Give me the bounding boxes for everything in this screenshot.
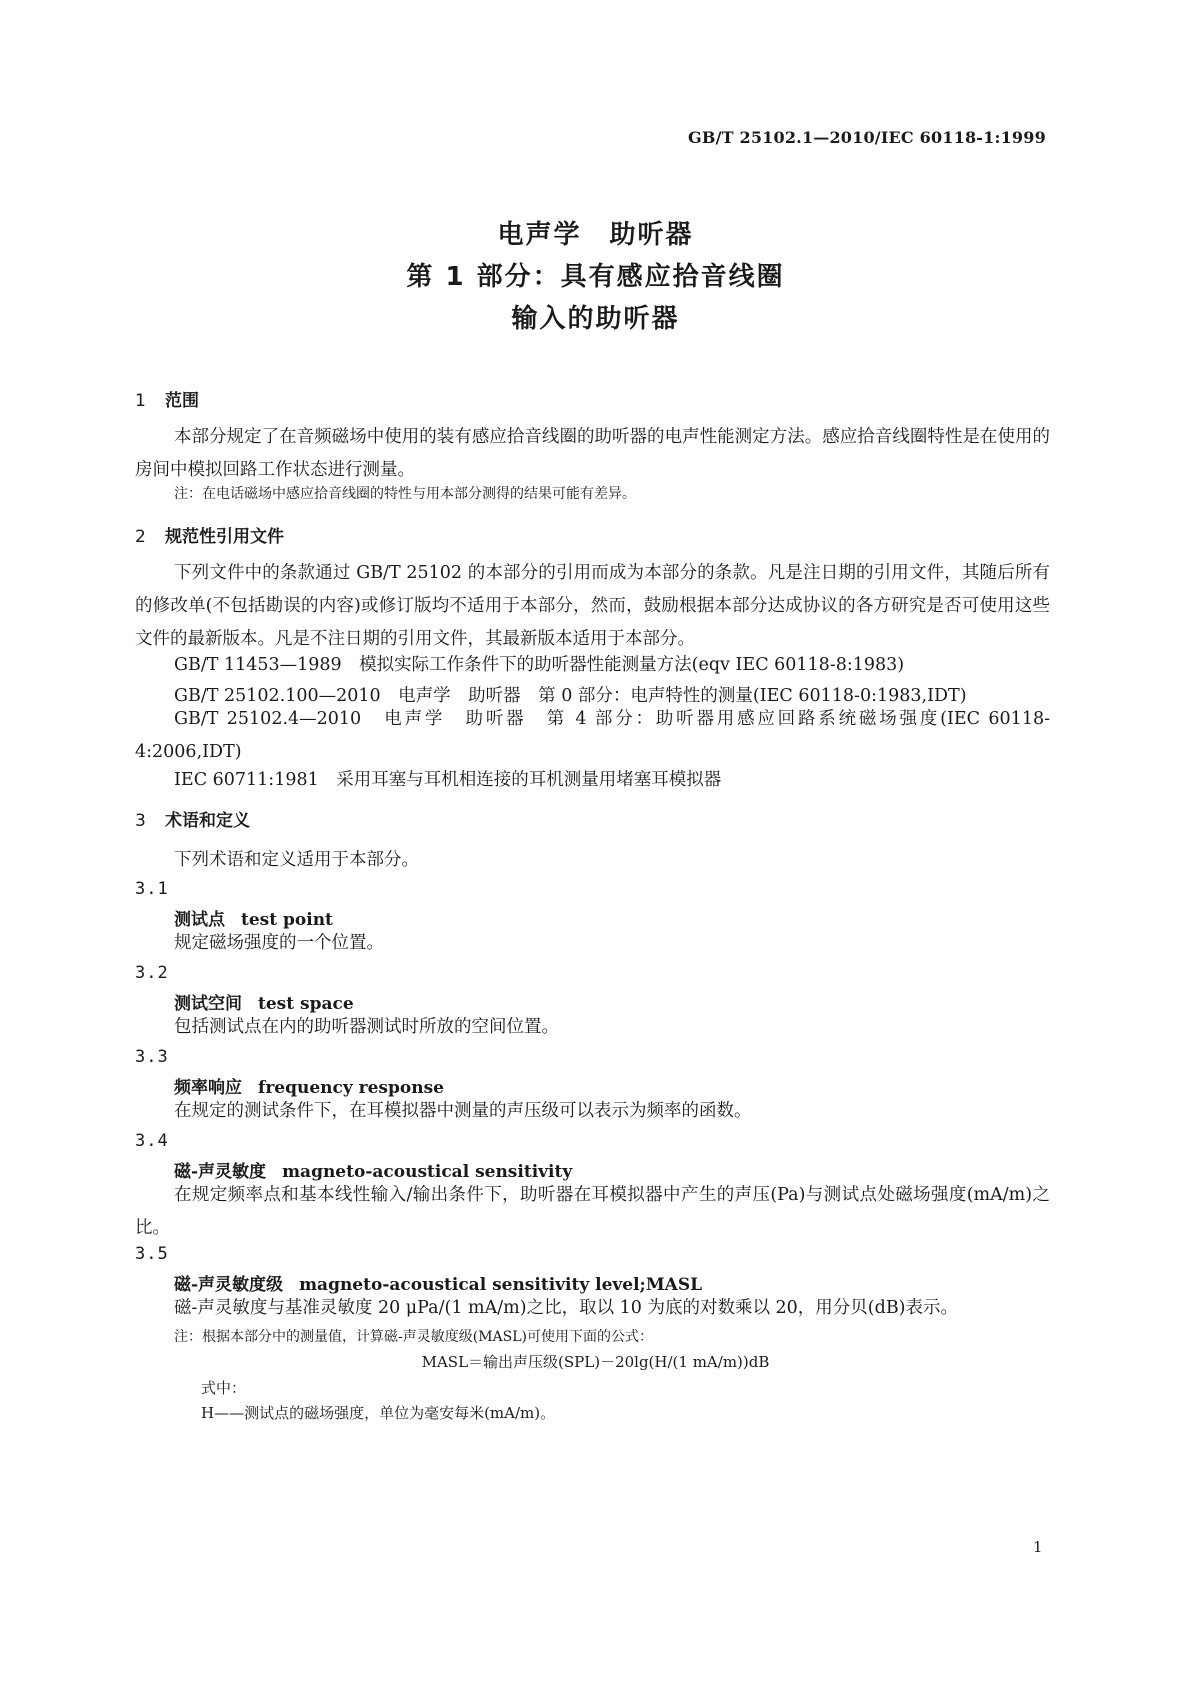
- term-definition: 在规定频率点和基本线性输入/输出条件下，助听器在耳模拟器中产生的声压(Pa)与测试点处磁场强度(mA/m)之比。: [135, 1185, 1050, 1238]
- term-number: 3.5: [135, 1244, 169, 1264]
- term-en: magneto-acoustical sensitivity: [282, 1162, 573, 1182]
- section-number: 1: [135, 391, 146, 411]
- section-1-heading: [135, 386, 199, 411]
- term-number: 3.1: [135, 879, 169, 899]
- term-definition: 磁-声灵敏度与基准灵敏度 20 μPa/(1 mA/m)之比，取以 10 为底的对数乘以 20，用分贝(dB)表示。: [174, 1298, 959, 1318]
- term-definition: 在规定的测试条件下，在耳模拟器中测量的声压级可以表示为频率的函数。: [174, 1101, 752, 1121]
- reference-item: GB/T 25102.4—2010 电声学 助听器 第 4 部分：助听器用感应回路系统磁场强度(IEC 60118-4:2006,IDT): [135, 709, 1050, 762]
- section-2-heading: [135, 522, 284, 547]
- masl-formula: MASL＝输出声压级(SPL)－20lg(H/(1 mA/m))dB: [421, 1353, 770, 1371]
- title-line-1: 电声学 助听器: [497, 220, 694, 250]
- term-cn: 测试点: [174, 910, 225, 930]
- term-en: test space: [258, 994, 354, 1014]
- term-cn: 磁-声灵敏度: [174, 1162, 267, 1182]
- section-title: 规范性引用文件: [165, 527, 284, 547]
- section-title: 范围: [165, 391, 199, 411]
- section-title: 术语和定义: [165, 811, 250, 831]
- term-cn: 测试空间: [174, 994, 242, 1014]
- reference-item: IEC 60711:1981 采用耳塞与耳机相连接的耳机测量用堵塞耳模拟器: [174, 770, 722, 790]
- reference-item: GB/T 11453—1989 模拟实际工作条件下的助听器性能测量方法(eqv IEC 60118-8:1983): [174, 655, 905, 675]
- term-number: 3.3: [135, 1047, 169, 1067]
- term-number: 3.2: [135, 963, 169, 983]
- term-definition: 包括测试点在内的助听器测试时所放的空间位置。: [174, 1017, 559, 1037]
- term-heading: [174, 1073, 444, 1098]
- section-3-intro: 下列术语和定义适用于本部分。: [174, 850, 419, 870]
- title-line-2: 第 1 部分：具有感应拾音线圈: [406, 262, 785, 292]
- section-1-paragraph: 本部分规定了在音频磁场中使用的装有感应拾音线圈的助听器的电声性能测定方法。感应拾音线圈特性是在使用的房间中模拟回路工作状态进行测量。: [135, 427, 1050, 480]
- term-cn: 磁-声灵敏度级: [174, 1275, 284, 1295]
- page-number: 1: [1033, 1538, 1043, 1556]
- term-heading: [174, 989, 354, 1014]
- term-definition: 规定磁场强度的一个位置。: [174, 933, 384, 953]
- section-number: 2: [135, 527, 146, 547]
- term-en: test point: [241, 910, 333, 930]
- term-heading: [174, 905, 333, 930]
- title-line-3: 输入的助听器: [511, 304, 680, 334]
- term-en: frequency response: [258, 1078, 444, 1098]
- term-cn: 频率响应: [174, 1078, 242, 1098]
- reference-item: GB/T 25102.100—2010 电声学 助听器 第 0 部分：电声特性的测量(IEC 60118-0:1983,IDT): [174, 686, 967, 706]
- section-2-paragraph: 下列文件中的条款通过 GB/T 25102 的本部分的引用而成为本部分的条款。凡是注日期的引用文件，其随后所有的修改单(不包括勘误的内容)或修订版均不适用于本部分，然而，鼓励根据本部分达成协议的各方研究是否可使用这些文件的最新版本。凡是不注日期的引用文件，其最新版本适用于本部分。: [135, 563, 1050, 649]
- term-number: 3.4: [135, 1131, 169, 1151]
- section-number: 3: [135, 811, 146, 831]
- term-heading: [174, 1270, 702, 1295]
- standard-id: GB/T 25102.1—2010/IEC 60118-1:1999: [688, 128, 1046, 147]
- formula-note: 注：根据本部分中的测量值，计算磁-声灵敏度级(MASL)可使用下面的公式：: [174, 1329, 653, 1345]
- formula-variable-h: H——测试点的磁场强度，单位为毫安每米(mA/m)。: [201, 1404, 556, 1422]
- section-3-heading: [135, 806, 250, 831]
- section-1-note: 注：在电话磁场中感应拾音线圈的特性与用本部分测得的结果可能有差异。: [174, 486, 636, 502]
- term-en: magneto-acoustical sensitivity level;MASL: [299, 1275, 703, 1295]
- formula-where: 式中：: [201, 1379, 247, 1397]
